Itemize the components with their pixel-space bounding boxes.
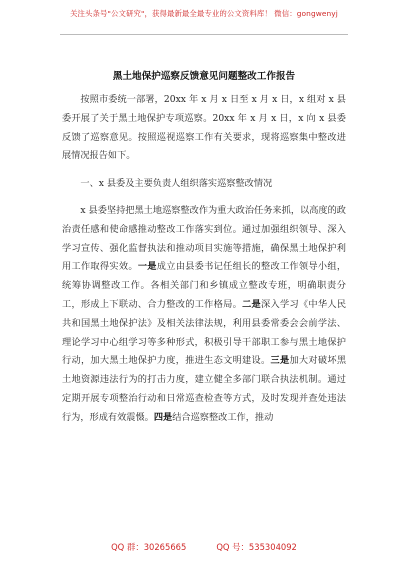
intro-paragraph: 按照市委统一部署，20xx 年 x 月 x 日至 x 月 x 日，x 组对 x 县委开展了关于黑土地保护专项巡察。20xx 年 x 月 x 日，x 向 x 县委反馈了巡察意见。按照巡视巡察工作有关要求，现将巡察集中整改进展情况报告如下。 xyxy=(62,94,346,162)
paragraph-text-a: x 县委坚持把黑土地巡察整改作为重大政治任务来抓，以高度的政治责任感和使命感推动整改工作落实到位。通过加强组织领导、深入学习宣传、强化监督执法和推动项目实施等措施，确保黑土地保护利用工作取得实效。 xyxy=(62,204,346,273)
point-marker-one: 一是 xyxy=(137,261,157,273)
header-promo-text: 关注头条号"公文研究"，获得最新最全最专业的公文资料库！ 微信：gongwenyj xyxy=(70,9,338,18)
paragraph-text-b: 成立由县委书记任组长的整改工作领导小组，统筹协调整改工作。各相关部门和乡镇成立整改专班，明确职责分工，形成上下联动、合力整改的工作格局。 xyxy=(62,261,347,310)
point-marker-two: 二是 xyxy=(242,298,262,310)
point-marker-four: 四是 xyxy=(153,411,173,423)
point-marker-three: 三是 xyxy=(270,355,290,367)
footer-qq-number: QQ 号：535304092 xyxy=(216,542,297,552)
section-paragraph xyxy=(62,202,346,428)
footer-qq-group: QQ 群：30265665 xyxy=(111,542,187,552)
document-body xyxy=(62,91,346,428)
document-title: 黑土地保护巡察反馈意见问题整改工作报告 xyxy=(112,71,296,82)
footer-contact xyxy=(0,541,408,553)
header-divider xyxy=(60,34,348,35)
paragraph-text-d: 加大对破坏黑土地资源违法行为的打击力度，建立健全多部门联合执法机制。通过定期开展专项整治行动和日常巡查检查等方式，及时发现并查处违法行为，形成有效震慑。 xyxy=(62,355,347,423)
section-heading: 一、x 县委及主要负责人组织落实巡察整改情况 xyxy=(80,178,273,190)
paragraph-text-c: 深入学习《中华人民共和国黑土地保护法》及相关法律法规，利用县委常委会会前学法、理论学习中心组学习等多种形式，积极引导干部职工参与黑土地保护行动，加大黑土地保护力度，推进生态文明建设。 xyxy=(62,298,347,367)
paragraph-text-e: 结合巡察整改工作，推动 xyxy=(172,411,274,423)
